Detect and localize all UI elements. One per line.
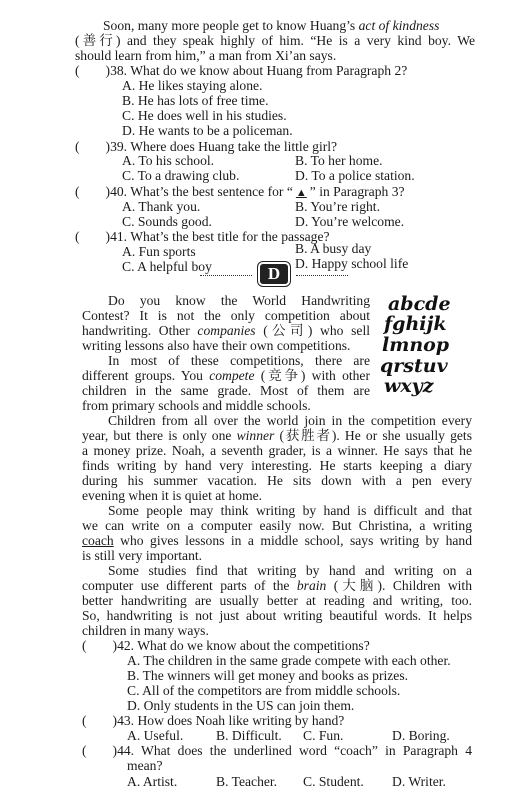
option: D. To a police station. [295, 168, 415, 183]
option: A. Fun sports [122, 244, 196, 259]
option: B. Difficult. [216, 728, 282, 743]
passage-line: handwriting. Other companies (公司) who sell [82, 323, 370, 338]
divider-rule [296, 275, 348, 276]
section-divider [200, 263, 350, 285]
option: B. Teacher. [216, 774, 278, 789]
hw-line: lmnop [382, 334, 450, 356]
question-40: ( )40. What’s the best sentence for “ ▲ ” in Paragraph 3? [75, 184, 405, 199]
passage-line: year, but there is only one winner (获胜者). He or she usually gets [82, 428, 472, 443]
option: C. Sounds good. [122, 214, 212, 229]
option: A. The children in the same grade compete with each other. [127, 653, 451, 668]
option: B. You’re right. [295, 199, 380, 214]
passage-line: computer use different parts of the brain (大脑). Children with [82, 578, 472, 593]
option: A. Artist. [127, 774, 178, 789]
option: A. To his school. [122, 153, 215, 168]
passage-line: children in the same grade. Most of them are [82, 383, 370, 398]
option: B. He has lots of free time. [122, 93, 269, 108]
passage-line: better handwriting are usually better at reading and writing, too. [82, 593, 472, 608]
passage-line: Some people may think writing by hand is difficult and that [108, 503, 472, 518]
option: D. Writer. [392, 774, 446, 789]
passage-line: In most of these competitions, there are [108, 353, 370, 368]
option: D. Happy school life [295, 256, 409, 271]
passage-line: Do you know the World Handwriting [108, 293, 370, 308]
option: C. A helpful boy [122, 259, 212, 274]
option: B. A busy day [295, 241, 372, 256]
passage-line: coach who gives lessons in a middle school, says writing by hand [82, 533, 472, 548]
passage-line: during his summer vacation. He sits down with a pen every [82, 473, 472, 488]
passage-line: from primary schools and middle schools. [82, 398, 311, 413]
question-38: ( )38. What do we know about Huang from Paragraph 2? [75, 63, 408, 78]
passage-line: a money prize. Noah, a seventh grader, is a winner. He says that he [82, 443, 472, 458]
option: C. To a drawing club. [122, 168, 240, 183]
handwriting-alphabet-art [378, 290, 476, 398]
option: B. To her home. [295, 153, 383, 168]
question-43: ( )43. How does Noah like writing by hand? [82, 713, 345, 728]
passage-line: Some studies find that writing by hand and writing on a [108, 563, 472, 578]
option: C. Fun. [303, 728, 344, 743]
option: B. The winners will get money and books as prizes. [127, 668, 409, 683]
section-label: D [260, 264, 288, 284]
hw-line: abcde [388, 293, 451, 315]
passage-line: is still very important. [82, 548, 203, 563]
passage-line: finds writing by hand very interesting. He starts keeping a diary [82, 458, 472, 473]
option: D. Boring. [392, 728, 450, 743]
option: D. He wants to be a policeman. [122, 123, 293, 138]
passage-line: So, handwriting is not just about writing beautiful words. It helps [82, 608, 472, 623]
option: A. Useful. [127, 728, 184, 743]
divider-rule [200, 275, 252, 276]
passage-line: different groups. You compete (竞争) with other [82, 368, 370, 383]
passage-line: evening when it is quiet at home. [82, 488, 263, 503]
passage-line: Children from all over the world join in the competition every [108, 413, 472, 428]
option: C. He does well in his studies. [122, 108, 287, 123]
triangle-mark-icon: ▲ [295, 187, 307, 199]
option: C. Student. [303, 774, 364, 789]
passage-line: Contest? It is not the only competition about [82, 308, 370, 323]
hw-line: qrstuv [380, 355, 448, 377]
para-line: should learn from him,” a man from Xi’an says. [75, 48, 337, 63]
question-41: ( )41. What’s the best title for the passage? [75, 229, 330, 244]
question-39: ( )39. Where does Huang take the little girl? [75, 139, 338, 154]
hw-line: wxyz [384, 375, 434, 397]
option: A. He likes staying alone. [122, 78, 263, 93]
passage-line: writing lessons also have their own competitions. [82, 338, 351, 353]
hw-line: fghijk [384, 313, 447, 335]
para-line: (善行) and they speak highly of him. “He is a very kind boy. We [75, 33, 475, 48]
option: D. You’re welcome. [295, 214, 405, 229]
passage-line: children in many ways. [82, 623, 209, 638]
option: D. Only students in the US can join them. [127, 698, 355, 713]
question-44-cont: mean? [127, 758, 163, 773]
para-line: Soon, many more people get to know Huang’s act of kindness [103, 18, 440, 33]
option: A. Thank you. [122, 199, 201, 214]
passage-line: we can write on a computer easily now. But Christina, a writing [82, 518, 472, 533]
question-44: ( )44. What does the underlined word “coach” in Paragraph 4 [82, 743, 472, 758]
option: C. All of the competitors are from middle schools. [127, 683, 401, 698]
question-42: ( )42. What do we know about the competitions? [82, 638, 370, 653]
underlined-word: coach [82, 533, 114, 548]
